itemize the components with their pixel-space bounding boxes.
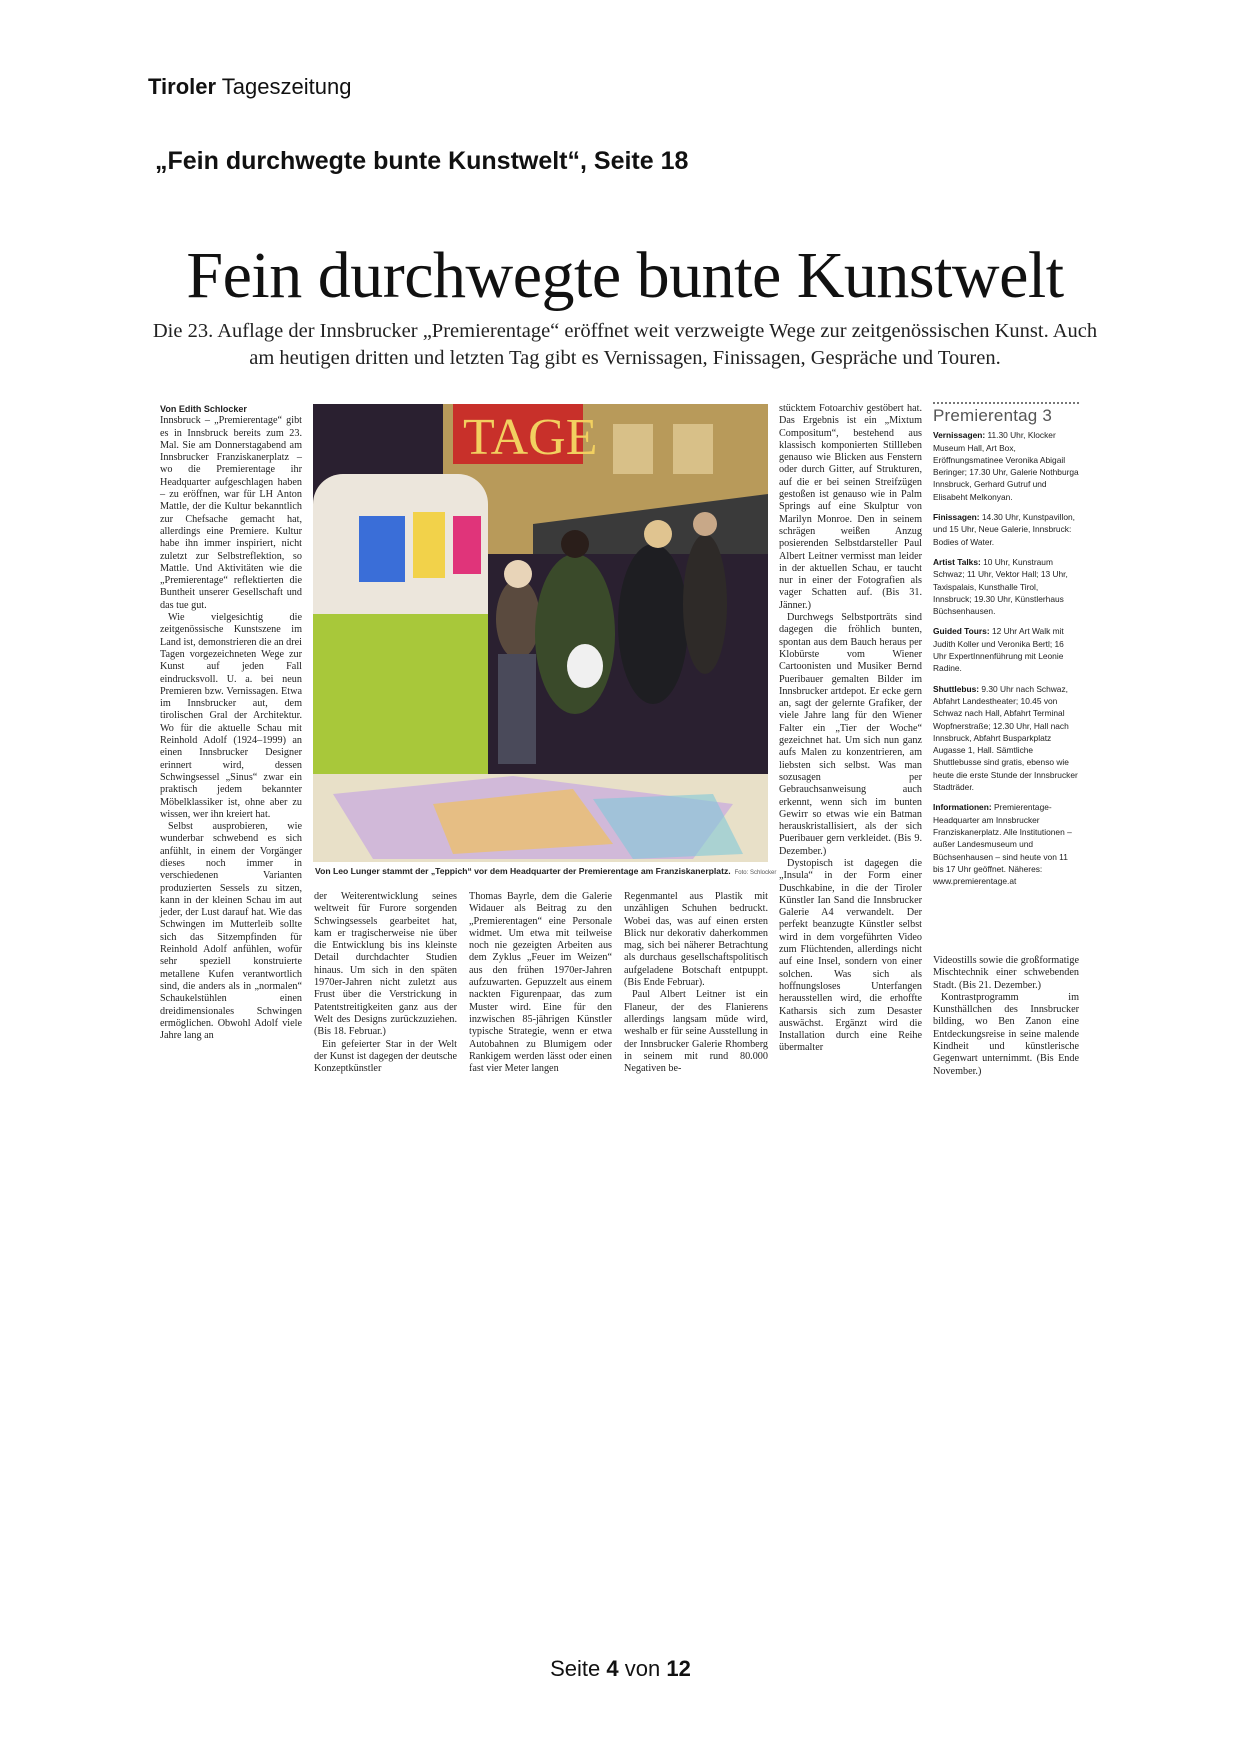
photo-caption	[315, 866, 777, 876]
page-number	[0, 1656, 1241, 1682]
info-item-text: 9.30 Uhr nach Schwaz, Abfahrt Landestheater; 10.45 von Schwaz nach Hall, Abfahrt Terminal Wopfnerstraße; 12.30 Uhr, Hall nach Innsbruck, Abfahrt Busparkplatz Augasse 1, Hall. Sämtliche Shuttlebusse sind gratis, ebenso wie heute die erste Stunde der Innsbrucker Stadträder.	[933, 683, 1078, 793]
paragraph: Durchwegs Selbstporträts sind dagegen die fröhlich bunten, spontan aus dem Bauch heraus per Klobürste vom Wiener Cartoonisten und Musiker Bernd Pueribauer gemalten Bilder im Innsbrucker artdepot. Er ecke gern an, sagt der gelernte Grafiker, der viele Jahre lang für den Wiener Falter ein „Tier der Woche“ gezeichnet hat. Um sich nun ganz aufs Malen zu konzentrieren, am liebsten sich selbst. Was man sozusagen per Gebrauchsanweisung auch erkennt, wenn sich im bunten Gewirr so etwas wie ein Batman herauskristallisiert, als der sich Pueribauer gern verkleidet. (Bis 9. Dezember.)	[779, 612, 922, 857]
info-box-title: Premierentag 3	[933, 406, 1053, 425]
info-item-label: Informationen:	[933, 802, 992, 813]
info-box	[933, 402, 1079, 895]
paragraph: Videostills sowie die großformatige Mischtechnik einer schwebenden Stadt. (Bis 21. Dezember.)	[933, 955, 1079, 991]
info-item-text: 11.30 Uhr, Klocker Museum Hall, Art Box, Eröffnungsmatinee Veronika Abigail Beringer; 17.30 Uhr, Galerie Nothburga Innsbruck, Gerhard Gutruf und Elisabeht Melkonyan.	[933, 430, 1079, 502]
publication-name	[148, 74, 351, 100]
info-item-label: Finissagen:	[933, 512, 980, 523]
paragraph: Regenmantel aus Plastik mit unzähligen Schuhen bedruckt. Wobei das, was auf einen ersten Blick nur dekorativ daherkommen mag, sich bei näherer Betrachtung als durchaus gesellschaftspolitisch aufgeladene Botschaft entpuppt. (Bis Ende Februar).	[624, 891, 768, 989]
info-item	[933, 683, 1079, 794]
article-reference: „Fein durchwegte bunte Kunstwelt“, Seite 18	[155, 147, 689, 175]
text-column-2	[314, 891, 457, 1091]
page-number-total: 12	[666, 1656, 691, 1681]
photo-caption-text: Von Leo Lunger stammt der „Teppich“ vor dem Headquarter der Premierentage am Franziskanerplatz.	[315, 866, 731, 876]
page-number-current: 4	[606, 1656, 619, 1681]
byline: Von Edith Schlocker	[160, 404, 247, 414]
info-item-text: 12 Uhr Art Walk mit Judith Koller und Veronika Bertl; 16 Uhr ExpertInnenführung mit Leonie Radine.	[933, 626, 1064, 674]
photo-credit: Foto: Schlocker	[734, 870, 777, 876]
paragraph: Innsbruck – „Premierentage“ gibt es in Innsbruck bereits zum 23. Mal. Sie am Donnerstagabend am Innsbrucker Franziskanerplatz – wo die Premierentage ihr Headquarter aufgeschlagen haben – zu eröffnen, war für LH Anton Mattle, der die Kultur bekanntlich zur Chefsache gemacht hat, allerdings eine Premiere. Kultur habe ihn immer inspiriert, nicht zuletzt zur Selbstreflektion, so Mattle. Und Aktivitäten wie die „Premierentage“ reflektierten die Buntheit unserer Gesellschaft und das tue gut.	[160, 415, 302, 611]
publication-name-rest: Tageszeitung	[221, 74, 352, 99]
info-item-label: Vernissagen:	[933, 430, 986, 441]
info-item	[933, 556, 1079, 617]
info-item-label: Shuttlebus:	[933, 683, 980, 694]
paragraph: Selbst ausprobieren, wie wunderbar schwebend es sich anfühlt, in einem der Vorgänger dieses noch immer in verschiedenen Varianten produzierten Sessels zu sitzen, kann in der kleinen Schau im aut jeder, der Lust darauf hat. Wie das Schwingen im Mutterleib sollte sich das Sitzempfinden für Reinhold Adolf anfühlen, wofür sehr speziell konstruierte metallene Kufen verantwortlich sind, die anders als in „normalen“ Schaukelstühlen einen dreidimensionales Schwingen ermöglichen. Obwohl Adolf viele Jahre lang an	[160, 821, 302, 1042]
photo-illustration	[313, 404, 768, 862]
info-item-text: 10 Uhr, Kunstraum Schwaz; 11 Uhr, Vektor Hall; 13 Uhr, Taxispalais, Kunsthalle Tirol, Innsbruck; 19.30 Uhr, Künstlerhaus Büchsenhausen.	[933, 556, 1068, 617]
info-item	[933, 625, 1079, 674]
text-column-5	[779, 403, 922, 1093]
paragraph: stücktem Fotoarchiv gestöbert hat. Das Ergebnis ist ein „Mixtum Compositum“, bestehend aus klassisch komponierten Stillleben genauso wie Blicken aus Fenstern oder durch Gitter, auf Strukturen, auf die er bei seinen Streifzügen gestoßen ist genauso wie in Palm Springs auf eine Skulptur von Marilyn Monroe. Den in seinem schrägen weißen Anzug posierenden Selbstdarsteller Paul Albert Leitner vermisst man leider in der aktuellen Schau, er taucht nur in einer der Fotografien als vager Schatten auf. (Bis 31. Jänner.)	[779, 403, 922, 611]
info-item	[933, 429, 1079, 503]
article-photo	[313, 404, 768, 862]
page-number-prefix: Seite	[550, 1656, 601, 1681]
text-column-1	[160, 403, 302, 1093]
publication-name-bold: Tiroler	[148, 74, 217, 99]
info-item	[933, 801, 1079, 887]
info-item-text: Premierentage-Headquarter am Innsbrucker Franziskanerplatz. Alle Institutionen – außer Landesmuseum und Büchsenhausen – sind heute von 11 bis 17 Uhr geöffnet. Näheres: www.premierentage.at	[933, 802, 1072, 887]
info-item-text: 14.30 Uhr, Kunstpavillon, und 15 Uhr, Neue Galerie, Innsbruck: Bodies of Water.	[933, 512, 1075, 547]
info-box-divider	[933, 402, 1079, 404]
paragraph: Ein gefeierter Star in der Welt der Kunst ist dagegen der deutsche Konzeptkünstler	[314, 1038, 457, 1075]
paragraph: Paul Albert Leitner ist ein Flaneur, der des Flanierens allerdings langsam müde wird, weshalb er für seine Ausstellung in der Innsbrucker Galerie Rhomberg in seinem mit rund 80.000 Negativen be-	[624, 989, 768, 1075]
paragraph: Thomas Bayrle, dem die Galerie Widauer als Beitrag zu den „Premierentagen“ eine Personale widmet. Um etwa mit teilweise noch nie gezeigten Arbeiten aus dem Zyklus „Feuer im Weizen“ aus den frühen 1970er-Jahren aufzuwarten. Gepuzzelt aus einem nackten Figurenpaar, das zum Muster wird. Eine für den inzwischen 85-jährigen Künstler typische Strategie, wenn er etwa Autobahnen zu Blumigem oder Rankigem werden lässt oder einen fast vier Meter langen	[469, 891, 612, 1075]
article-subheadline: Die 23. Auflage der Innsbrucker „Premierentage“ eröffnet weit verzweigte Wege zur zeitgenössischen Kunst. Auch am heutigen dritten und letzten Tag gibt es Vernissagen, Finissagen, Gespräche und Touren.	[152, 320, 1098, 369]
info-item-label: Guided Tours:	[933, 626, 990, 637]
info-item	[933, 511, 1079, 548]
paragraph: Kontrastprogramm im Kunsthällchen des Innsbrucker bilding, wo Ben Zanon eine Entdeckungsreise in seine malende Kindheit und künstlerische Gegenwart unternimmt. (Bis Ende November.)	[933, 991, 1079, 1077]
paragraph: Wie vielgesichtig die zeitgenössische Kunstszene im Land ist, demonstrieren die an drei Tagen vorgezeichneten Wege zur Kunst auf jeden Fall eindrucksvoll. U. a. bei neun Premieren bzw. Vernissagen. Etwa im Innsbrucker aut, dem tirolischen Gral der Architektur. Wo für die aktuelle Schau mit Reinhold Adolf (1924–1999) an einen Innsbrucker Designer erinnert wird, dessen Schwingsessel „Sinus“ zwar ein praktisch jedem bekannter Möbelklassiker ist, ohne aber zu wissen, wer ihn kreiert hat.	[160, 612, 303, 820]
info-item-label: Artist Talks:	[933, 556, 981, 567]
paragraph: der Weiterentwicklung seines weltweit für Furore sorgenden Schwingsessels gearbeitet hat, kam er tragischerweise nie über die Entwicklung bis ins kleinste Detail durchdachter Studien hinaus. Um sich in den späten 1970er-Jahren nicht zuletzt aus Frust über die Verstrickung in Patentstreitigkeiten ganz aus der Welt des Designs zurückzuziehen. (Bis 18. Februar.)	[314, 891, 457, 1038]
photo-sign-text: TAGE	[463, 409, 598, 466]
page-number-middle: von	[624, 1656, 661, 1681]
text-column-6	[933, 955, 1079, 1095]
text-column-4	[624, 891, 768, 1091]
text-column-3	[469, 891, 612, 1091]
article-headline: Fein durchwegte bunte Kunstwelt	[186, 239, 1064, 312]
paragraph: Dystopisch ist dagegen die „Insula“ in der Form einer Duschkabine, in die der Tiroler Künstler Ian Sand die Innsbrucker Galerie A4 verwandelt. Der perfekt beanzugte Künstler selbst wird in dem vorgeführten Video zum Flüchtenden, allerdings nicht auf eine Insel, sondern von einer solchen. Was sich als hoffnungsloses Unterfangen herausstellen wird, die erhoffte Katharsis sich zum Desaster auswächst. Ergänzt wird die Installation durch eine Reihe übermalter	[779, 857, 922, 1054]
